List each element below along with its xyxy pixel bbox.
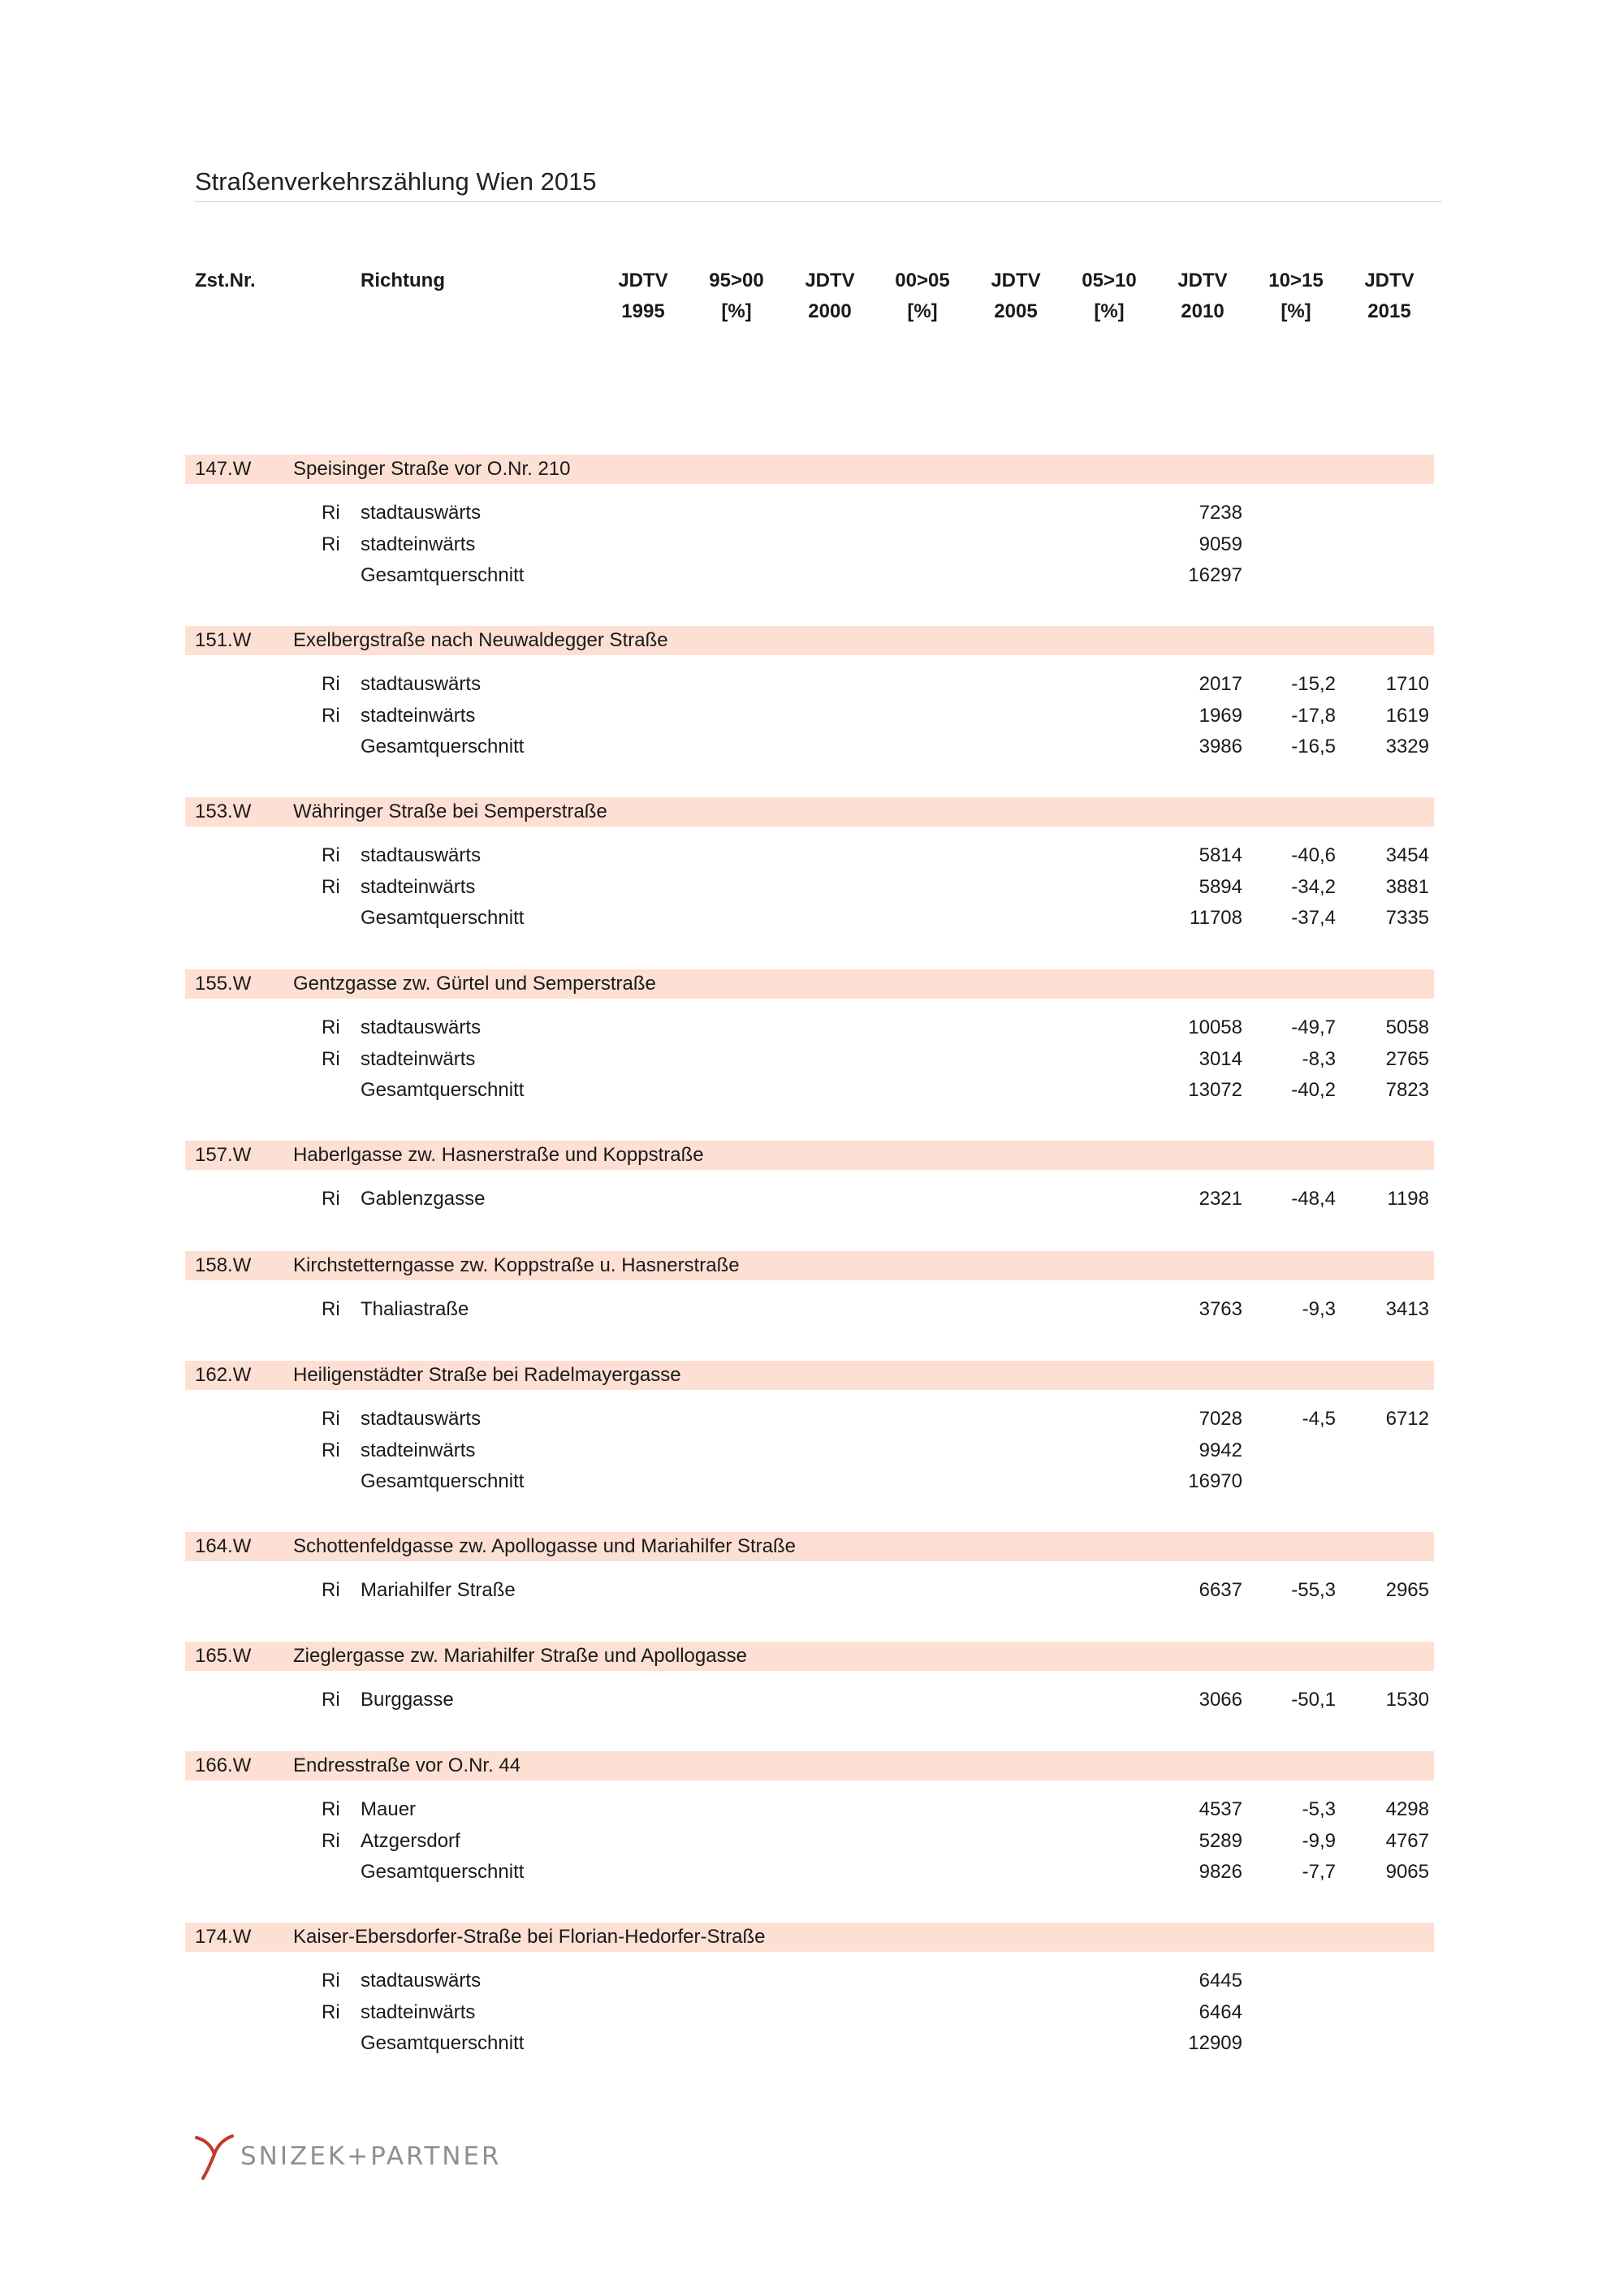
value-jdtv-2010: 6445 (1199, 1970, 1242, 1992)
station-id: 165.W (195, 1645, 252, 1667)
col-header-line2: [%] (1281, 300, 1311, 322)
value-jdtv-2015: 4767 (1385, 1829, 1429, 1852)
col-header-line2: [%] (907, 300, 938, 322)
company-logo (193, 2132, 502, 2181)
row-ri: Ri (322, 1298, 340, 1320)
station-name: Endresstraße vor O.Nr. 44 (293, 1754, 521, 1776)
value-jdtv-2015: 2965 (1385, 1579, 1429, 1601)
value-jdtv-2010: 2321 (1199, 1188, 1242, 1210)
row-label: stadteinwärts (361, 1439, 476, 1461)
value-jdtv-2010: 9942 (1199, 1439, 1242, 1461)
value-jdtv-2010: 3763 (1199, 1298, 1242, 1320)
col-header-line1: 10>15 (1268, 270, 1324, 291)
row-label: stadteinwärts (361, 1047, 476, 1070)
value-jdtv-2010: 7238 (1199, 502, 1242, 524)
row-label: stadtauswärts (361, 673, 482, 695)
row-label: stadteinwärts (361, 2000, 476, 2023)
value-change-10-15: -48,4 (1291, 1188, 1336, 1210)
row-label: stadtauswärts (361, 502, 482, 524)
row-label: stadteinwärts (361, 875, 476, 898)
value-jdtv-2010: 9059 (1199, 533, 1242, 555)
row-ri: Ri (322, 1689, 340, 1711)
value-change-10-15: -9,3 (1302, 1298, 1336, 1320)
logo-text: SNIZEK+PARTNER (240, 2142, 502, 2171)
value-jdtv-2015: 1710 (1385, 673, 1429, 695)
row-ri: Ri (322, 1439, 340, 1461)
col-header-line1: JDTV (991, 270, 1041, 291)
row-ri: Ri (322, 1798, 340, 1820)
value-change-10-15: -40,6 (1291, 844, 1336, 866)
row-label: Atzgersdorf (361, 1829, 460, 1852)
title-divider (195, 201, 1442, 202)
value-jdtv-2010: 7028 (1199, 1408, 1242, 1430)
row-label: Thaliastraße (361, 1298, 469, 1320)
value-jdtv-2015: 4298 (1385, 1798, 1429, 1820)
value-jdtv-2010: 3014 (1199, 1047, 1242, 1070)
value-change-10-15: -7,7 (1302, 1861, 1336, 1883)
value-jdtv-2015: 1619 (1385, 704, 1429, 727)
row-label: stadteinwärts (361, 704, 476, 727)
row-ri: Ri (322, 1829, 340, 1852)
row-label: stadteinwärts (361, 533, 476, 555)
col-header-line1: 00>05 (895, 270, 950, 291)
row-ri: Ri (322, 1579, 340, 1601)
value-jdtv-2015: 3454 (1385, 844, 1429, 866)
station-id: 151.W (195, 629, 252, 651)
station-name: Schottenfeldgasse zw. Apollogasse und Mariahilfer Straße (293, 1535, 797, 1557)
value-jdtv-2010: 6464 (1199, 2000, 1242, 2023)
row-label: stadtauswärts (361, 1016, 482, 1038)
value-jdtv-2010: 5289 (1199, 1829, 1242, 1852)
col-header-line1: JDTV (805, 270, 855, 291)
station-name: Währinger Straße bei Semperstraße (293, 801, 607, 822)
value-jdtv-2015: 3413 (1385, 1298, 1429, 1320)
col-header-line1: JDTV (1177, 270, 1228, 291)
station-id: 157.W (195, 1144, 252, 1166)
col-header-zst: Zst.Nr. (195, 270, 256, 291)
value-jdtv-2015: 5058 (1385, 1016, 1429, 1038)
value-jdtv-2015: 3329 (1385, 736, 1429, 757)
station-id: 153.W (195, 801, 252, 822)
station-name: Heiligenstädter Straße bei Radelmayergasse (293, 1364, 681, 1386)
row-ri: Ri (322, 844, 340, 866)
col-header-line1: JDTV (618, 270, 668, 291)
col-header-line2: 2005 (994, 300, 1038, 322)
value-jdtv-2010: 10058 (1188, 1016, 1242, 1038)
value-change-10-15: -8,3 (1302, 1047, 1336, 1070)
value-change-10-15: -9,9 (1302, 1829, 1336, 1852)
value-jdtv-2015: 2765 (1385, 1047, 1429, 1070)
station-name: Haberlgasse zw. Hasnerstraße und Koppstraße (293, 1144, 704, 1166)
value-jdtv-2015: 7823 (1385, 1079, 1429, 1101)
value-jdtv-2010: 16297 (1188, 564, 1242, 586)
value-jdtv-2010: 11708 (1190, 907, 1242, 929)
value-jdtv-2010: 13072 (1188, 1079, 1242, 1101)
row-label: Burggasse (361, 1689, 454, 1711)
row-label: Mariahilfer Straße (361, 1579, 516, 1601)
station-id: 162.W (195, 1364, 252, 1386)
row-ri: Ri (322, 875, 340, 898)
station-id: 147.W (195, 458, 252, 480)
station-name: Zieglergasse zw. Mariahilfer Straße und Apollogasse (293, 1645, 747, 1667)
station-name: Speisinger Straße vor O.Nr. 210 (293, 458, 571, 480)
row-ri: Ri (322, 533, 340, 555)
value-change-10-15: -5,3 (1302, 1798, 1336, 1820)
value-jdtv-2010: 6637 (1199, 1579, 1242, 1601)
row-ri: Ri (322, 1408, 340, 1430)
row-ri: Ri (322, 502, 340, 524)
value-change-10-15: -50,1 (1291, 1689, 1336, 1711)
row-label: Gesamtquerschnitt (361, 907, 525, 929)
value-jdtv-2010: 5814 (1199, 844, 1242, 866)
value-jdtv-2015: 1198 (1387, 1188, 1429, 1210)
row-ri: Ri (322, 1188, 340, 1210)
row-label: Gesamtquerschnitt (361, 736, 525, 757)
col-header-line2: [%] (1094, 300, 1125, 322)
row-ri: Ri (322, 1016, 340, 1038)
station-name: Kaiser-Ebersdorfer-Straße bei Florian-Hedorfer-Straße (293, 1926, 766, 1948)
row-label: Gesamtquerschnitt (361, 1079, 525, 1101)
value-jdtv-2015: 9065 (1385, 1861, 1429, 1883)
station-id: 174.W (195, 1926, 252, 1948)
logo-mark-icon (193, 2133, 235, 2180)
value-jdtv-2010: 5894 (1199, 875, 1242, 898)
col-header-line2: 1995 (621, 300, 665, 322)
col-header-line2: 2010 (1181, 300, 1224, 322)
value-jdtv-2015: 6712 (1385, 1408, 1429, 1430)
station-name: Kirchstetterngasse zw. Koppstraße u. Hasnerstraße (293, 1254, 740, 1276)
row-label: Gesamtquerschnitt (361, 1861, 525, 1883)
row-label: Mauer (361, 1798, 417, 1820)
row-label: stadtauswärts (361, 1408, 482, 1430)
col-header-line2: 2015 (1367, 300, 1411, 322)
row-ri: Ri (322, 704, 340, 727)
value-jdtv-2010: 16970 (1188, 1470, 1242, 1492)
value-change-10-15: -16,5 (1291, 736, 1336, 757)
value-change-10-15: -4,5 (1302, 1408, 1336, 1430)
row-label: Gablenzgasse (361, 1188, 486, 1210)
col-header-line2: [%] (721, 300, 752, 322)
value-jdtv-2010: 3066 (1199, 1689, 1242, 1711)
col-header-line1: 95>00 (709, 270, 764, 291)
value-change-10-15: -40,2 (1291, 1079, 1336, 1101)
station-id: 155.W (195, 973, 252, 995)
col-header-richtung: Richtung (361, 270, 445, 291)
station-id: 166.W (195, 1754, 252, 1776)
value-jdtv-2010: 1969 (1199, 704, 1242, 727)
col-header-line1: JDTV (1364, 270, 1415, 291)
station-name: Gentzgasse zw. Gürtel und Semperstraße (293, 973, 656, 995)
row-label: Gesamtquerschnitt (361, 2032, 525, 2054)
value-change-10-15: -55,3 (1291, 1579, 1336, 1601)
row-label: stadtauswärts (361, 1970, 482, 1992)
row-ri: Ri (322, 673, 340, 695)
page-title: Straßenverkehrszählung Wien 2015 (195, 167, 597, 196)
row-label: Gesamtquerschnitt (361, 564, 525, 586)
value-change-10-15: -37,4 (1291, 907, 1336, 929)
value-jdtv-2010: 12909 (1188, 2032, 1242, 2054)
row-ri: Ri (322, 1970, 340, 1992)
value-jdtv-2015: 3881 (1385, 875, 1429, 898)
row-label: Gesamtquerschnitt (361, 1470, 525, 1492)
value-jdtv-2010: 4537 (1199, 1798, 1242, 1820)
value-change-10-15: -17,8 (1291, 704, 1336, 727)
value-jdtv-2010: 3986 (1199, 736, 1242, 757)
station-id: 164.W (195, 1535, 252, 1557)
value-jdtv-2015: 1530 (1385, 1689, 1429, 1711)
station-id: 158.W (195, 1254, 252, 1276)
value-change-10-15: -34,2 (1291, 875, 1336, 898)
station-name: Exelbergstraße nach Neuwaldegger Straße (293, 629, 668, 651)
value-change-10-15: -15,2 (1291, 673, 1336, 695)
row-ri: Ri (322, 1047, 340, 1070)
value-jdtv-2010: 2017 (1199, 673, 1242, 695)
value-change-10-15: -49,7 (1291, 1016, 1336, 1038)
col-header-line1: 05>10 (1082, 270, 1137, 291)
value-jdtv-2010: 9826 (1199, 1861, 1242, 1883)
value-jdtv-2015: 7335 (1385, 907, 1429, 929)
row-label: stadtauswärts (361, 844, 482, 866)
col-header-line2: 2000 (808, 300, 852, 322)
row-ri: Ri (322, 2000, 340, 2023)
